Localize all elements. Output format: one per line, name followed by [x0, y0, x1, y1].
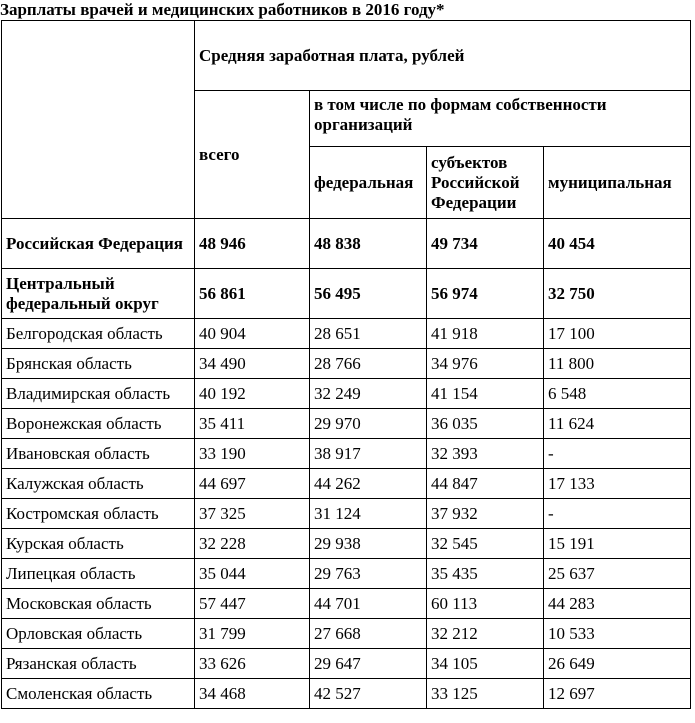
total-cell: 34 468 [195, 679, 310, 709]
municipal-cell: 17 100 [544, 319, 691, 349]
table-row [2, 499, 691, 529]
total-cell: 31 799 [195, 619, 310, 649]
federal-cell: 29 647 [310, 649, 427, 679]
header-federal: федеральная [310, 147, 427, 219]
header-row-1 [2, 21, 691, 91]
total-cell: 32 228 [195, 529, 310, 559]
region-cell: Центральный федеральный округ [2, 269, 195, 319]
municipal-cell: 11 800 [544, 349, 691, 379]
total-cell: 33 190 [195, 439, 310, 469]
federal-cell: 56 495 [310, 269, 427, 319]
table-row [2, 349, 691, 379]
table-row [2, 219, 691, 269]
federal-cell: 31 124 [310, 499, 427, 529]
subject-cell: 36 035 [427, 409, 544, 439]
total-cell: 44 697 [195, 469, 310, 499]
table-row [2, 319, 691, 349]
region-cell: Владимирская область [2, 379, 195, 409]
federal-cell: 29 970 [310, 409, 427, 439]
municipal-cell: 15 191 [544, 529, 691, 559]
subject-cell: 37 932 [427, 499, 544, 529]
header-avg-salary: Средняя заработная плата, рублей [195, 21, 691, 91]
table-row [2, 649, 691, 679]
table-row [2, 619, 691, 649]
region-cell: Российская Федерация [2, 219, 195, 269]
header-total: всего [195, 91, 310, 219]
table-row [2, 679, 691, 709]
region-cell: Липецкая область [2, 559, 195, 589]
municipal-cell: 10 533 [544, 619, 691, 649]
total-cell: 57 447 [195, 589, 310, 619]
region-cell: Курская область [2, 529, 195, 559]
municipal-cell: 11 624 [544, 409, 691, 439]
federal-cell: 28 766 [310, 349, 427, 379]
region-cell: Брянская область [2, 349, 195, 379]
subject-cell: 35 435 [427, 559, 544, 589]
total-cell: 40 904 [195, 319, 310, 349]
table-row [2, 559, 691, 589]
municipal-cell: 25 637 [544, 559, 691, 589]
subject-cell: 56 974 [427, 269, 544, 319]
municipal-cell: - [544, 439, 691, 469]
subject-cell: 33 125 [427, 679, 544, 709]
region-cell: Смоленская область [2, 679, 195, 709]
municipal-cell: 40 454 [544, 219, 691, 269]
table-row [2, 439, 691, 469]
subject-cell: 32 212 [427, 619, 544, 649]
region-cell: Московская область [2, 589, 195, 619]
region-cell: Ивановская область [2, 439, 195, 469]
total-cell: 56 861 [195, 269, 310, 319]
region-cell: Рязанская область [2, 649, 195, 679]
subject-cell: 32 393 [427, 439, 544, 469]
municipal-cell: 44 283 [544, 589, 691, 619]
total-cell: 48 946 [195, 219, 310, 269]
subject-cell: 41 918 [427, 319, 544, 349]
page-title: Зарплаты врачей и медицинских работников в 2016 году* [0, 0, 445, 19]
subject-cell: 34 105 [427, 649, 544, 679]
region-cell: Костромская область [2, 499, 195, 529]
header-corner-cell [2, 21, 195, 219]
subject-cell: 44 847 [427, 469, 544, 499]
total-cell: 40 192 [195, 379, 310, 409]
federal-cell: 42 527 [310, 679, 427, 709]
header-subject: субъектов Российской Федерации [427, 147, 544, 219]
region-cell: Орловская область [2, 619, 195, 649]
municipal-cell: 17 133 [544, 469, 691, 499]
region-cell: Белгородская область [2, 319, 195, 349]
table-row [2, 379, 691, 409]
total-cell: 34 490 [195, 349, 310, 379]
federal-cell: 27 668 [310, 619, 427, 649]
municipal-cell: 6 548 [544, 379, 691, 409]
table-row [2, 589, 691, 619]
table-row [2, 529, 691, 559]
total-cell: 35 411 [195, 409, 310, 439]
header-municipal: муниципальная [544, 147, 691, 219]
subject-cell: 60 113 [427, 589, 544, 619]
region-cell: Воронежская область [2, 409, 195, 439]
total-cell: 37 325 [195, 499, 310, 529]
federal-cell: 28 651 [310, 319, 427, 349]
table-row [2, 409, 691, 439]
table-row [2, 269, 691, 319]
federal-cell: 44 701 [310, 589, 427, 619]
municipal-cell: 32 750 [544, 269, 691, 319]
municipal-cell: 12 697 [544, 679, 691, 709]
total-cell: 35 044 [195, 559, 310, 589]
federal-cell: 29 763 [310, 559, 427, 589]
table-row [2, 469, 691, 499]
federal-cell: 29 938 [310, 529, 427, 559]
subject-cell: 34 976 [427, 349, 544, 379]
region-cell: Калужская область [2, 469, 195, 499]
federal-cell: 48 838 [310, 219, 427, 269]
salary-table [1, 20, 691, 709]
subject-cell: 32 545 [427, 529, 544, 559]
federal-cell: 38 917 [310, 439, 427, 469]
municipal-cell: 26 649 [544, 649, 691, 679]
federal-cell: 44 262 [310, 469, 427, 499]
subject-cell: 49 734 [427, 219, 544, 269]
header-by-ownership: в том числе по формам собственности организаций [310, 91, 691, 147]
subject-cell: 41 154 [427, 379, 544, 409]
municipal-cell: - [544, 499, 691, 529]
federal-cell: 32 249 [310, 379, 427, 409]
total-cell: 33 626 [195, 649, 310, 679]
